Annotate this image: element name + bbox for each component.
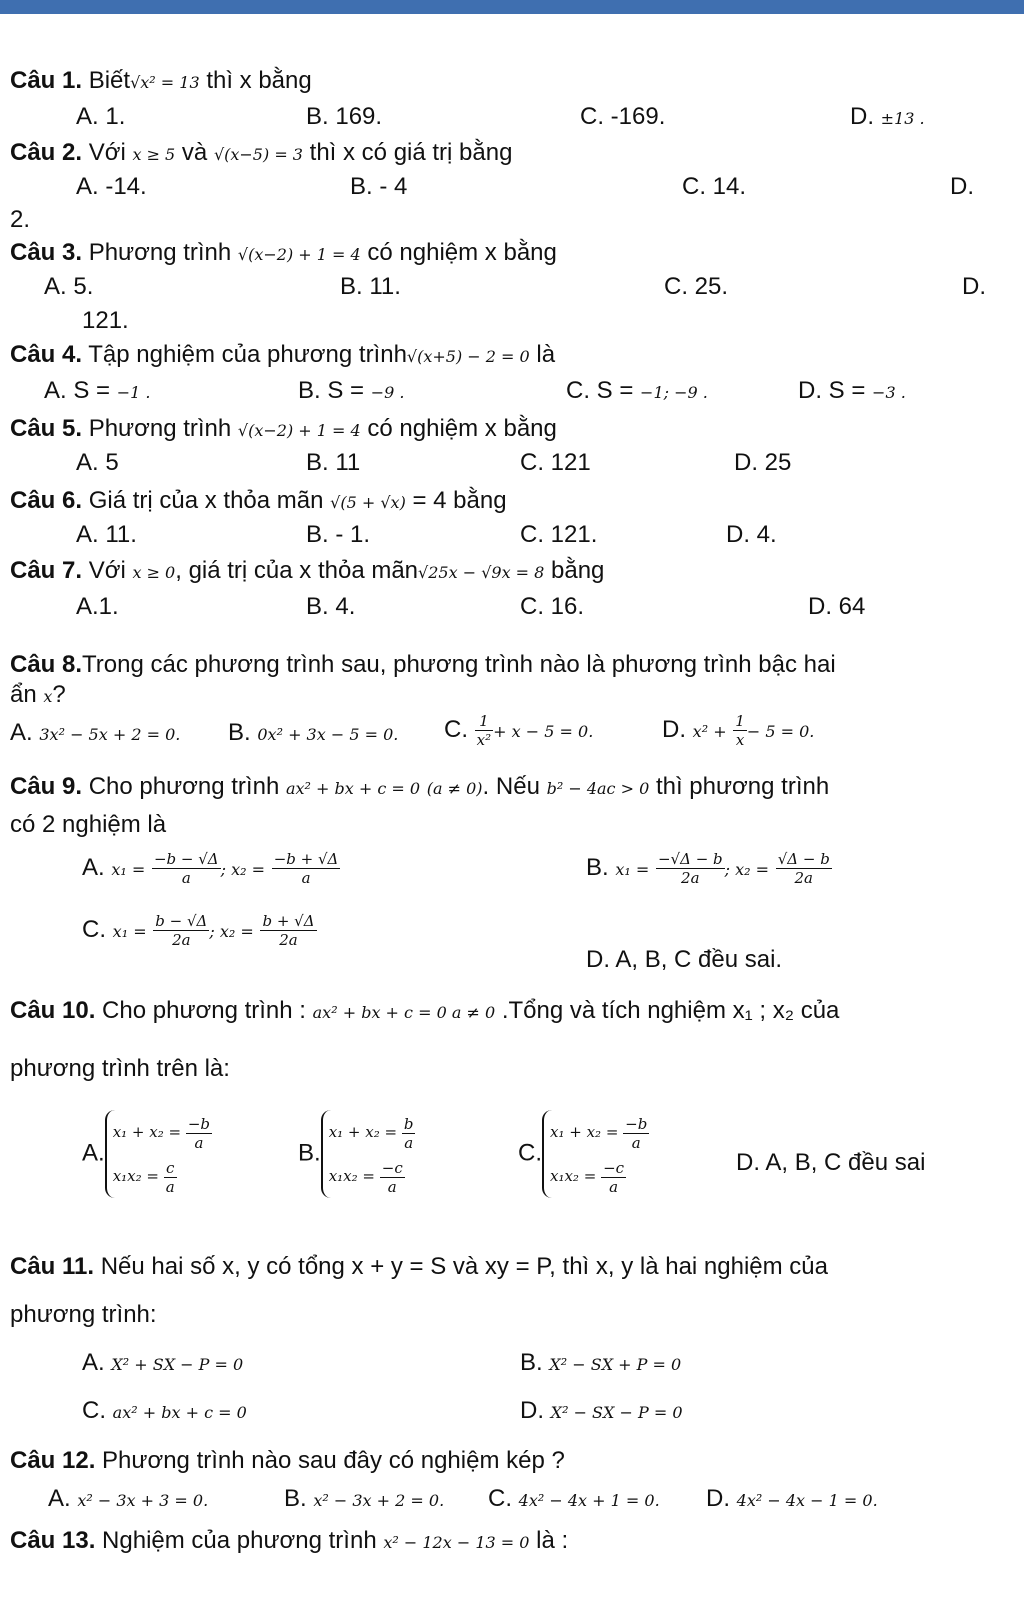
question-10: Câu 10. Cho phương trình : ax² + bx + c = 0 a ≠ 0 .Tổng và tích nghiệm x₁ ; x₂ của bbox=[10, 997, 840, 1024]
q3-option-a[interactable]: A. 5. bbox=[44, 273, 94, 300]
q12-option-c[interactable]: C. 4x² − 4x + 1 = 0. bbox=[488, 1485, 660, 1512]
q1-option-d[interactable]: D. ±13 . bbox=[850, 103, 925, 130]
q10-option-d[interactable]: D. A, B, C đều sai bbox=[736, 1149, 926, 1176]
question-6: Câu 6. Giá trị của x thỏa mãn √(5 + √x) = 4 bằng bbox=[10, 487, 507, 514]
q4-option-d[interactable]: D. S = −3 . bbox=[798, 377, 906, 404]
q4-option-a[interactable]: A. S = −1 . bbox=[44, 377, 151, 404]
q3-option-d[interactable]: D. bbox=[962, 273, 986, 300]
q6-option-d[interactable]: D. 4. bbox=[726, 521, 777, 548]
question-5: Câu 5. Phương trình √(x−2) + 1 = 4 có nghiệm x bằng bbox=[10, 415, 557, 442]
q6-option-c[interactable]: C. 121. bbox=[520, 521, 598, 548]
q10-option-c[interactable]: C. x₁ + x₂ = $\frac{-b}{a}$ x₁x₂ = $\frac{-c}{a}$ bbox=[518, 1110, 649, 1198]
question-3: Câu 3. Phương trình √(x−2) + 1 = 4 có nghiệm x bằng bbox=[10, 239, 557, 266]
question-9-cont: có 2 nghiệm là bbox=[10, 811, 167, 838]
question-13: Câu 13. Nghiệm của phương trình x² − 12x − 13 = 0 là : bbox=[10, 1527, 569, 1554]
q2-option-a[interactable]: A. -14. bbox=[76, 173, 147, 200]
question-11-cont: phương trình: bbox=[10, 1301, 157, 1328]
q1-option-c[interactable]: C. -169. bbox=[580, 103, 666, 130]
q9-option-c[interactable]: C. x₁ = $\frac{b - √\Delta}{2a}$ ; x₂ = $\frac{b + √\Delta}{2a}$ bbox=[82, 912, 315, 949]
q11-option-b[interactable]: B. X² − SX + P = 0 bbox=[520, 1349, 682, 1376]
q4-option-b[interactable]: B. S = −9 . bbox=[298, 377, 405, 404]
q2-option-d[interactable]: D. bbox=[950, 173, 974, 200]
question-2: Câu 2. Với x ≥ 5 và √(x−5) = 3 thì x có giá trị bằng bbox=[10, 139, 513, 166]
q8-option-d[interactable]: D. x² + $\frac{1}{x}$ − 5 = 0. bbox=[662, 712, 815, 749]
q2-option-d-value: 2. bbox=[10, 206, 31, 233]
question-8-cont: ẩn x? bbox=[10, 681, 66, 708]
q12-option-a[interactable]: A. x² − 3x + 3 = 0. bbox=[48, 1485, 209, 1512]
q8-option-c[interactable]: C. $\frac{1}{\text{x²}}$ + x − 5 = 0. bbox=[444, 712, 594, 749]
q8-option-b[interactable]: B. 0x² + 3x − 5 = 0. bbox=[228, 719, 399, 746]
q7-option-c[interactable]: C. 16. bbox=[520, 593, 585, 620]
q9-option-b[interactable]: B. x₁ = $\frac{-√\Delta - b}{2a}$ ; x₂ = $\frac{√\Delta - b}{2a}$ bbox=[586, 850, 830, 887]
q10-option-a[interactable]: A. x₁ + x₂ = $\frac{-b}{a}$ x₁x₂ = $\frac{c}{a}$ bbox=[82, 1110, 212, 1198]
q3-option-c[interactable]: C. 25. bbox=[664, 273, 729, 300]
question-4: Câu 4. Tập nghiệm của phương trình√(x+5) − 2 = 0 là bbox=[10, 341, 556, 368]
q11-option-a[interactable]: A. X² + SX − P = 0 bbox=[82, 1349, 244, 1376]
q3-option-d-value: 121. bbox=[82, 307, 129, 334]
question-8: Câu 8.Trong các phương trình sau, phương trình nào là phương trình bậc hai bbox=[10, 651, 836, 678]
q6-option-a[interactable]: A. 11. bbox=[76, 521, 137, 548]
question-10-cont: phương trình trên là: bbox=[10, 1055, 230, 1082]
q6-option-b[interactable]: B. - 1. bbox=[306, 521, 371, 548]
question-9: Câu 9. Cho phương trình ax² + bx + c = 0 (a ≠ 0). Nếu b² − 4ac > 0 thì phương trình bbox=[10, 773, 830, 800]
question-1: Câu 1. Biết√x² = 13 thì x bằng bbox=[10, 67, 312, 94]
question-7: Câu 7. Với x ≥ 0, giá trị của x thỏa mãn√25x − √9x = 8 bằng bbox=[10, 557, 605, 584]
q7-option-a[interactable]: A.1. bbox=[76, 593, 119, 620]
q2-option-b[interactable]: B. - 4 bbox=[350, 173, 408, 200]
q12-option-d[interactable]: D. 4x² − 4x − 1 = 0. bbox=[706, 1485, 878, 1512]
q8-option-a[interactable]: A. 3x² − 5x + 2 = 0. bbox=[10, 719, 181, 746]
q1-option-a[interactable]: A. 1. bbox=[76, 103, 126, 130]
q2-option-c[interactable]: C. 14. bbox=[682, 173, 747, 200]
q12-option-b[interactable]: B. x² − 3x + 2 = 0. bbox=[284, 1485, 445, 1512]
q10-option-b[interactable]: B. x₁ + x₂ = $\frac{b}{a}$ x₁x₂ = $\frac{-c}{a}$ bbox=[298, 1110, 415, 1198]
q3-option-b[interactable]: B. 11. bbox=[340, 273, 401, 300]
q5-option-c[interactable]: C. 121 bbox=[520, 449, 591, 476]
q11-option-c[interactable]: C. ax² + bx + c = 0 bbox=[82, 1397, 247, 1424]
q7-option-d[interactable]: D. 64 bbox=[808, 593, 866, 620]
question-11: Câu 11. Nếu hai số x, y có tổng x + y = S và xy = P, thì x, y là hai nghiệm của bbox=[10, 1253, 828, 1280]
q5-option-b[interactable]: B. 11 bbox=[306, 449, 361, 476]
q9-option-a[interactable]: A. x₁ = $\frac{-b - √\Delta}{a}$ ; x₂ = $\frac{-b + √\Delta}{a}$ bbox=[82, 850, 339, 887]
q11-option-d[interactable]: D. X² − SX − P = 0 bbox=[520, 1397, 683, 1424]
question-12: Câu 12. Phương trình nào sau đây có nghiệm kép ? bbox=[10, 1447, 565, 1474]
q5-option-d[interactable]: D. 25 bbox=[734, 449, 792, 476]
q1-option-b[interactable]: B. 169. bbox=[306, 103, 383, 130]
top-bar bbox=[0, 0, 1024, 14]
q4-option-c[interactable]: C. S = −1; −9 . bbox=[566, 377, 708, 404]
q5-option-a[interactable]: A. 5 bbox=[76, 449, 119, 476]
q7-option-b[interactable]: B. 4. bbox=[306, 593, 356, 620]
q9-option-d[interactable]: D. A, B, C đều sai. bbox=[586, 946, 783, 973]
